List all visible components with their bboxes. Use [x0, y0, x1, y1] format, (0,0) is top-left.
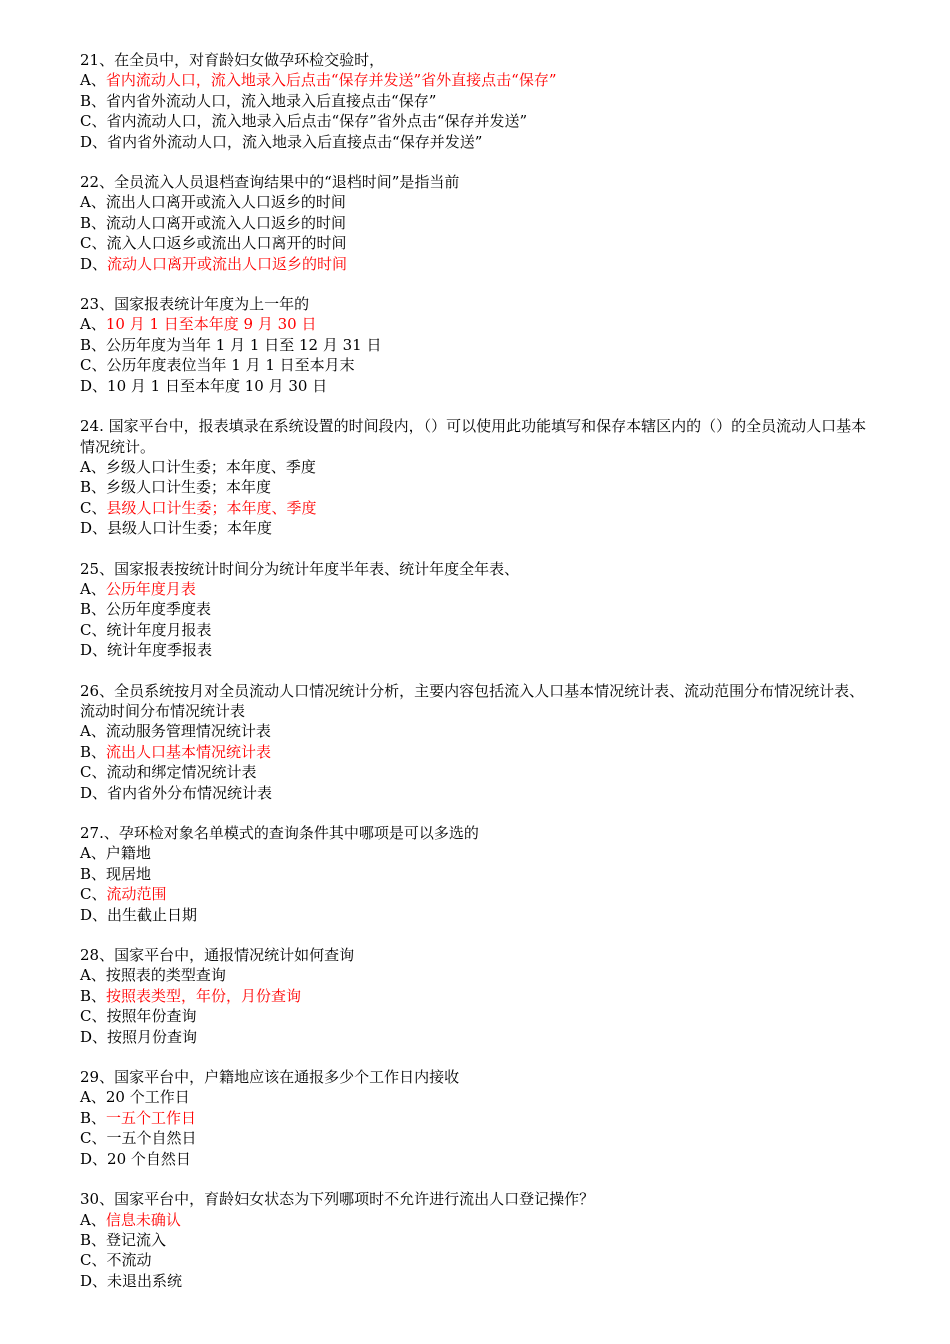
option-line — [80, 905, 878, 925]
answer-option-text: 县级人口计生委；本年度、季度 — [106, 498, 317, 517]
answer-option-text: 信息未确认 — [105, 1210, 181, 1229]
option-line — [80, 254, 878, 274]
option-text: 省内省外流动人口，流入地录入后直接点击“保存并发送” — [107, 132, 483, 151]
question-block — [80, 294, 878, 396]
option-letter: A、 — [80, 966, 106, 985]
question-stem: 30、国家平台中，育龄妇女状态为下列哪项时不允许进行流出人口登记操作？ — [80, 1190, 595, 1209]
option-line — [80, 640, 878, 660]
answer-option-text: 10 月 1 日至本年度 9 月 30 日 — [105, 315, 317, 334]
option-text: 20 个自然日 — [107, 1149, 191, 1168]
option-line — [80, 721, 878, 741]
question-stem: 24. 国家平台中，报表填录在系统设置的时间段内，（）可以使用此功能填写和保存本辖区内的（）的全员流动人口基本情况统计。 — [80, 417, 867, 456]
option-letter: B、 — [80, 986, 107, 1005]
option-line — [80, 986, 878, 1006]
answer-option-text: 一五个工作日 — [106, 1108, 197, 1127]
question-block — [80, 823, 878, 925]
option-text: 乡级人口计生委；本年度 — [106, 478, 272, 497]
option-letter: B、 — [80, 742, 107, 761]
option-line — [80, 1271, 878, 1291]
answer-option-text: 省内流动人口，流入地录入后点击“保存并发送”省外直接点击“保存” — [105, 71, 557, 90]
option-text: 乡级人口计生委；本年度、季度 — [105, 457, 316, 476]
option-text: 县级人口计生委；本年度 — [107, 519, 273, 538]
option-line — [80, 91, 878, 111]
option-line — [80, 70, 878, 90]
option-line — [80, 355, 878, 375]
option-letter: C、 — [80, 620, 107, 639]
answer-option-text: 流动范围 — [106, 885, 167, 904]
answer-option-text: 按照表类型，年份，月份查询 — [106, 986, 302, 1005]
option-letter: A、 — [80, 1088, 106, 1107]
question-block — [80, 1189, 878, 1291]
option-text: 登记流入 — [106, 1230, 167, 1249]
option-text: 按照年份查询 — [106, 1007, 197, 1026]
option-line — [80, 1250, 878, 1270]
question-stem: 22、全员流入人员退档查询结果中的“退档时间”是指当前 — [80, 173, 460, 192]
option-letter: B、 — [80, 864, 107, 883]
question-block — [80, 945, 878, 1047]
option-line — [80, 783, 878, 803]
option-letter: D、 — [80, 783, 108, 802]
question-stem: 25、国家报表按统计时间分为统计年度半年表、统计年度全年表、 — [80, 559, 520, 578]
option-letter: D、 — [80, 641, 108, 660]
answer-option-text: 流动人口离开或流出人口返乡的时间 — [107, 254, 348, 273]
option-text: 公历年度表位当年 1 月 1 日至本月末 — [106, 356, 355, 375]
option-letter: D、 — [80, 1027, 108, 1046]
option-letter: C、 — [80, 763, 107, 782]
option-letter: D、 — [80, 132, 108, 151]
question-stem: 28、国家平台中，通报情况统计如何查询 — [80, 946, 355, 965]
question-block — [80, 559, 878, 661]
question-stem: 21、在全员中，对育龄妇女做孕环检交验时， — [80, 51, 385, 69]
question-stem: 23、国家报表统计年度为上一年的 — [80, 295, 310, 314]
option-letter: D、 — [80, 905, 108, 924]
option-letter: D、 — [80, 1149, 108, 1168]
answer-option-text: 公历年度月表 — [105, 579, 196, 598]
option-letter: C、 — [80, 1129, 107, 1148]
option-line — [80, 1108, 878, 1128]
option-text: 不流动 — [106, 1251, 152, 1270]
option-line — [80, 579, 878, 599]
question-block — [80, 681, 878, 803]
option-text: 流出人口离开或流入人口返乡的时间 — [105, 193, 346, 212]
option-line — [80, 1087, 878, 1107]
option-letter: C、 — [80, 1251, 107, 1270]
option-line — [80, 111, 878, 131]
question-stem: 26、全员系统按月对全员流动人口情况统计分析，主要内容包括流入人口基本情况统计表、流动范围分布情况统计表、流动时间分布情况统计表 — [80, 681, 865, 720]
question-stem: 29、国家平台中，户籍地应该在通报多少个工作日内接收 — [80, 1068, 460, 1087]
option-line — [80, 233, 878, 253]
option-text: 流动人口离开或流入人口返乡的时间 — [106, 213, 347, 232]
option-text: 公历年度为当年 1 月 1 日至 12 月 31 日 — [106, 335, 382, 354]
option-text: 未退出系统 — [107, 1271, 183, 1290]
option-line — [80, 965, 878, 985]
question-block — [80, 172, 878, 274]
option-text: 出生截止日期 — [107, 905, 198, 924]
option-line — [80, 132, 878, 152]
option-letter: C、 — [80, 234, 107, 253]
option-text: 公历年度季度表 — [106, 600, 212, 619]
option-text: 一五个自然日 — [106, 1129, 197, 1148]
option-letter: B、 — [80, 213, 107, 232]
option-line — [80, 620, 878, 640]
option-text: 省内省外流动人口，流入地录入后直接点击“保存” — [106, 91, 437, 110]
option-letter: D、 — [80, 1271, 108, 1290]
option-letter: D、 — [80, 519, 108, 538]
option-line — [80, 335, 878, 355]
option-letter: C、 — [80, 885, 107, 904]
option-line — [80, 477, 878, 497]
option-line — [80, 314, 878, 334]
option-line — [80, 1006, 878, 1026]
option-line — [80, 1230, 878, 1250]
option-line — [80, 884, 878, 904]
option-letter: A、 — [80, 457, 106, 476]
option-letter: A、 — [80, 579, 106, 598]
option-letter: B、 — [80, 1230, 107, 1249]
question-block — [80, 1067, 878, 1169]
option-letter: B、 — [80, 91, 107, 110]
option-text: 按照月份查询 — [107, 1027, 198, 1046]
option-letter: B、 — [80, 335, 107, 354]
answer-option-text: 流出人口基本情况统计表 — [106, 742, 272, 761]
option-text: 统计年度月报表 — [106, 620, 212, 639]
option-line — [80, 1149, 878, 1169]
option-letter: C、 — [80, 1007, 107, 1026]
option-text: 20 个工作日 — [105, 1088, 190, 1107]
option-text: 现居地 — [106, 864, 152, 883]
option-line — [80, 864, 878, 884]
option-line — [80, 762, 878, 782]
option-line — [80, 742, 878, 762]
option-letter: D、 — [80, 376, 108, 395]
option-letter: C、 — [80, 112, 107, 131]
option-letter: A、 — [80, 315, 106, 334]
option-letter: A、 — [80, 722, 106, 741]
option-text: 流动和绑定情况统计表 — [106, 763, 257, 782]
option-line — [80, 518, 878, 538]
option-letter: B、 — [80, 600, 107, 619]
option-line — [80, 1027, 878, 1047]
option-text: 按照表的类型查询 — [105, 966, 226, 985]
option-line — [80, 457, 878, 477]
option-line — [80, 498, 878, 518]
option-text: 流入人口返乡或流出人口离开的时间 — [106, 234, 347, 253]
option-letter: A、 — [80, 193, 106, 212]
option-letter: D、 — [80, 254, 108, 273]
option-line — [80, 192, 878, 212]
question-block — [80, 416, 878, 538]
question-block — [80, 50, 878, 152]
option-line — [80, 1210, 878, 1230]
option-text: 10 月 1 日至本年度 10 月 30 日 — [107, 376, 328, 395]
option-line — [80, 1128, 878, 1148]
option-text: 流动服务管理情况统计表 — [105, 722, 271, 741]
option-letter: B、 — [80, 1108, 107, 1127]
option-text: 户籍地 — [105, 844, 151, 863]
option-text: 省内流动人口，流入地录入后点击“保存”省外点击“保存并发送” — [106, 112, 528, 131]
option-letter: A、 — [80, 71, 106, 90]
option-letter: A、 — [80, 844, 106, 863]
option-letter: A、 — [80, 1210, 106, 1229]
option-line — [80, 843, 878, 863]
question-stem: 27.、孕环检对象名单模式的查询条件其中哪项是可以多选的 — [80, 824, 479, 842]
option-letter: C、 — [80, 356, 107, 375]
option-line — [80, 213, 878, 233]
option-line — [80, 376, 878, 396]
option-line — [80, 599, 878, 619]
option-text: 省内省外分布情况统计表 — [107, 783, 273, 802]
option-letter: B、 — [80, 478, 107, 497]
option-text: 统计年度季报表 — [107, 641, 213, 660]
option-letter: C、 — [80, 498, 107, 517]
